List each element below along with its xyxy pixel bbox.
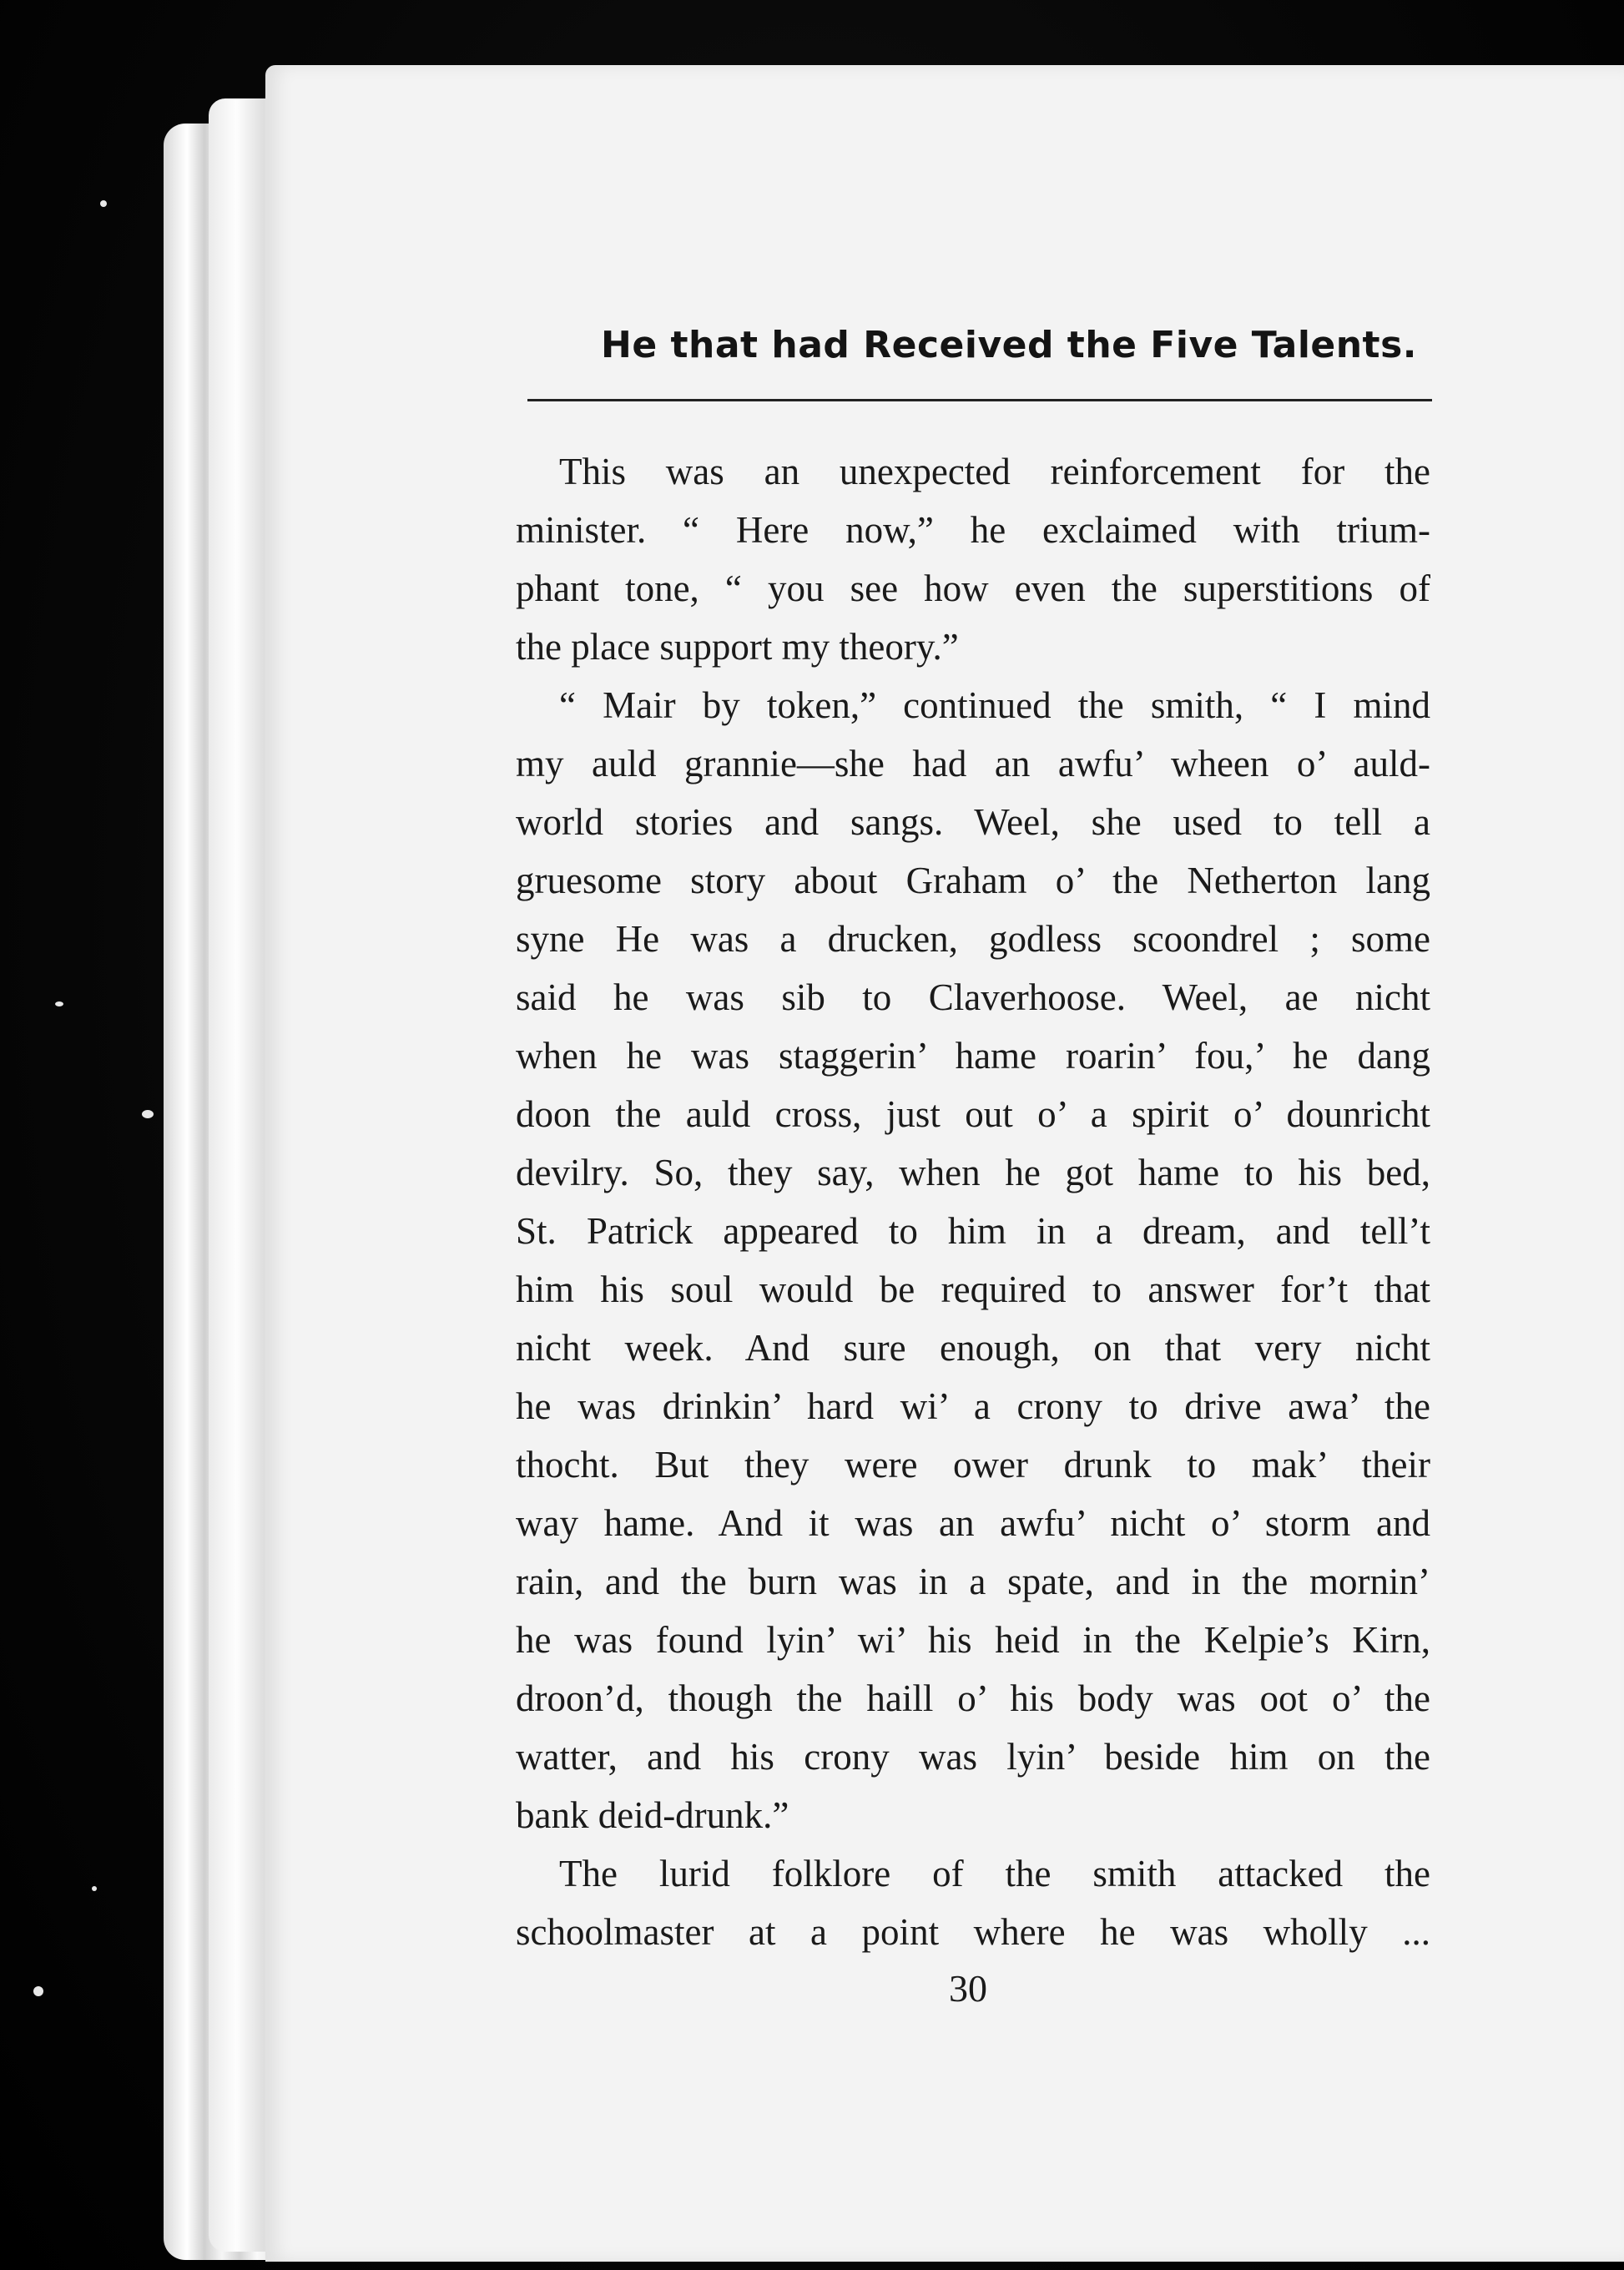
page-number: 30	[949, 1967, 987, 2010]
text-line: devilry. So, they say, when he got hame to his bed,	[516, 1152, 1430, 1193]
paragraph	[516, 1844, 1430, 1961]
text-line: St. Patrick appeared to him in a dream, and tell’t	[516, 1210, 1430, 1252]
text-line: doon the auld cross, just out o’ a spirit o’ dounricht	[516, 1093, 1430, 1135]
text-line: The lurid folklore of the smith attacked the	[559, 1853, 1430, 1894]
dust-speck	[142, 1110, 154, 1118]
text-line: syne He was a drucken, godless scoondrel ; some	[516, 918, 1430, 960]
running-head: He that had Received the Five Talents.	[601, 324, 1417, 366]
text-line: world stories and sangs. Weel, she used to tell a	[516, 801, 1430, 843]
paragraph	[516, 676, 1430, 1844]
text-line: him his soul would be required to answer for’t that	[516, 1269, 1430, 1310]
text-line: watter, and his crony was lyin’ beside him on the	[516, 1736, 1430, 1778]
text-line: phant tone, “ you see how even the superstitions of	[516, 568, 1430, 609]
body-text	[516, 442, 1430, 1961]
dust-speck	[100, 200, 107, 207]
text-line: he was found lyin’ wi’ his heid in the Kelpie’s Kirn,	[516, 1619, 1430, 1661]
text-line: my auld grannie—she had an awfu’ wheen o’ auld-	[516, 743, 1430, 784]
dust-speck	[92, 1886, 97, 1891]
header-rule	[527, 399, 1432, 401]
text-line: gruesome story about Graham o’ the Netherton lang	[516, 860, 1430, 901]
text-line: droon’d, though the haill o’ his body was oot o’ the	[516, 1677, 1430, 1719]
text-line: nicht week. And sure enough, on that very nicht	[516, 1327, 1430, 1369]
text-line: minister. “ Here now,” he exclaimed with trium-	[516, 509, 1430, 551]
text-line: said he was sib to Claverhoose. Weel, ae nicht	[516, 976, 1430, 1018]
text-line: the place support my theory.”	[516, 626, 959, 668]
text-line: “ Mair by token,” continued the smith, “ I mind	[559, 684, 1430, 726]
text-line: way hame. And it was an awfu’ nicht o’ storm and	[516, 1502, 1430, 1544]
text-line: rain, and the burn was in a spate, and in the mornin’	[516, 1561, 1430, 1602]
text-line: schoolmaster at a point where he was wholly ...	[516, 1911, 1430, 1953]
text-line: This was an unexpected reinforcement for the	[559, 451, 1430, 492]
paragraph	[516, 442, 1430, 676]
text-line: bank deid-drunk.”	[516, 1794, 789, 1836]
dust-speck	[33, 1986, 43, 1996]
text-line: he was drinkin’ hard wi’ a crony to drive awa’ the	[516, 1385, 1430, 1427]
dust-speck	[55, 1001, 63, 1006]
text-line: when he was staggerin’ hame roarin’ fou,’ he dang	[516, 1035, 1430, 1077]
text-line: thocht. But they were ower drunk to mak’ their	[516, 1444, 1430, 1486]
